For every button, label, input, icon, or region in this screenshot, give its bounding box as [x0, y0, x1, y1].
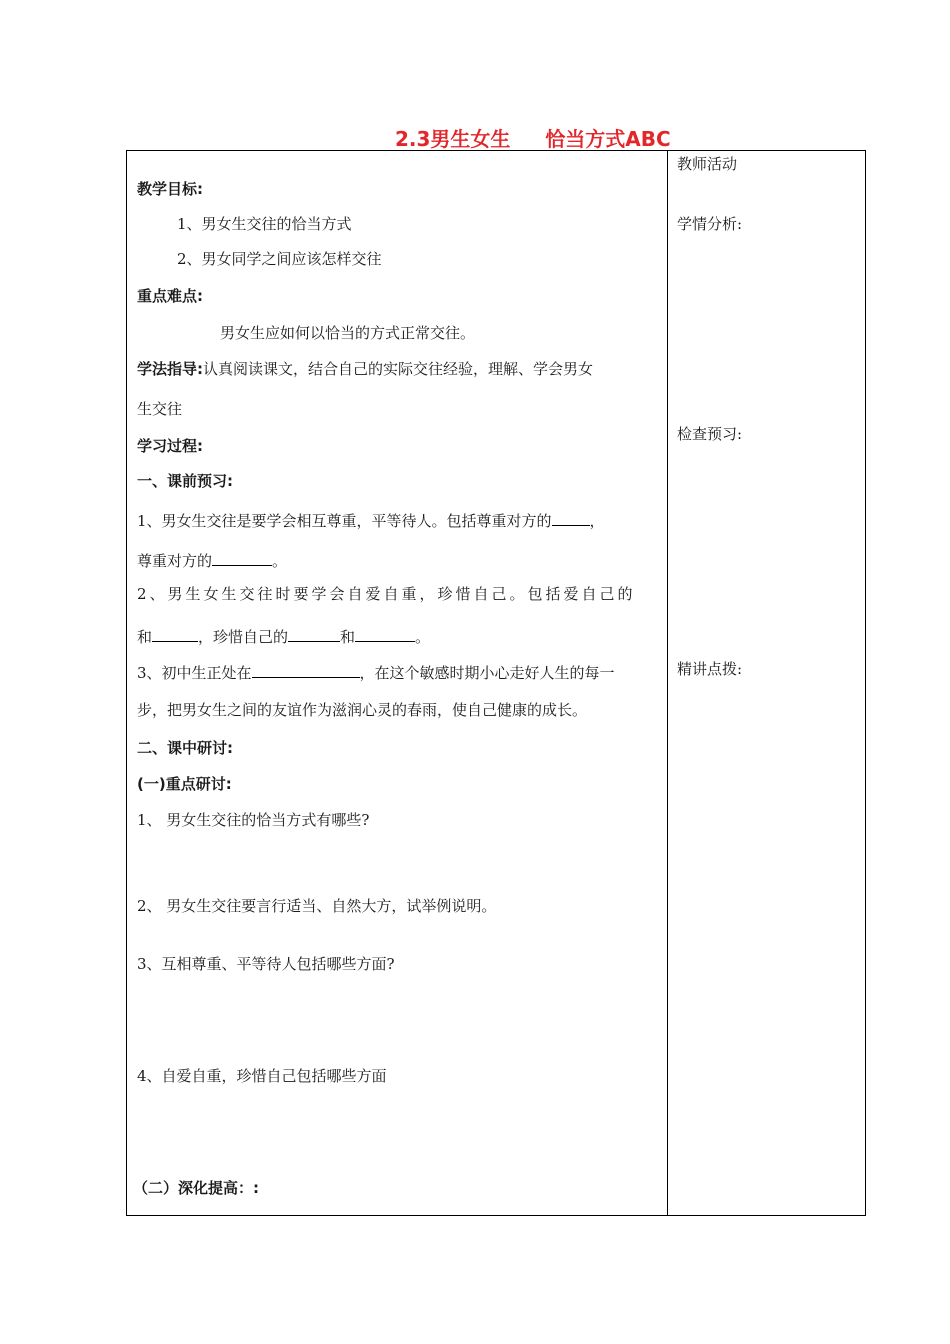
discussion-q1: 1、 男女生交往的恰当方式有哪些?: [137, 811, 370, 829]
key-text: 男女生应如何以恰当的方式正常交往。: [220, 324, 476, 342]
preview-q3-line-2: 步，把男女生之间的友谊作为滋润心灵的春雨，使自己健康的成长。: [137, 701, 588, 719]
method-text-2: 生交往: [137, 400, 183, 418]
fill-blank: [552, 511, 590, 526]
preview-q3-text: 3、初中生正处在: [137, 664, 252, 682]
fill-blank: [252, 663, 360, 678]
preview-q2-line-1: 2、男生女生交往时要学会自爱自重，珍惜自己。包括爱自己的: [137, 585, 636, 603]
deep-heading: （二）深化提高：:: [133, 1179, 259, 1197]
discussion-q3: 3、互相尊重、平等待人包括哪些方面?: [137, 955, 395, 973]
preview-q1-text-2: 尊重对方的: [137, 552, 213, 570]
preview-q1-line-1: [137, 511, 605, 529]
fill-blank: [288, 627, 340, 642]
fill-blank: [212, 551, 272, 566]
goal-heading: 教学目标:: [137, 180, 203, 198]
goal-item-2: 2、男女同学之间应该怎样交往: [177, 250, 382, 268]
preview-q2-line-2: [137, 627, 430, 645]
method-label: 学法指导:: [137, 360, 203, 378]
discussion-q2: 2、 男女生交往要言行适当、自然大方，试举例说明。: [137, 897, 497, 915]
method-line: [137, 362, 593, 377]
page-title: 2.3男生女生 恰当方式ABC: [395, 127, 671, 151]
preview-q1-line-2: [137, 551, 287, 569]
preview-q2-text: 和: [137, 628, 153, 646]
key-heading: 重点难点:: [137, 287, 203, 305]
column-divider: [667, 151, 668, 1215]
preview-q2-text: 和: [340, 628, 356, 646]
teacher-activity-label: 教师活动: [677, 155, 738, 173]
analysis-label: 学情分析:: [677, 215, 743, 233]
discussion-q4: 4、自爱自重，珍惜自己包括哪些方面: [137, 1067, 387, 1085]
preview-q2-text: ，珍惜自己的: [198, 628, 289, 646]
focus-heading: (一)重点研讨:: [137, 775, 232, 793]
preview-heading: 一、课前预习:: [137, 472, 233, 490]
preview-q3-text: ，在这个敏感时期小心走好人生的每一: [359, 664, 615, 682]
preview-q3-line-1: [137, 663, 615, 681]
punct: ，: [589, 512, 605, 530]
check-preview-label: 检查预习:: [677, 425, 743, 443]
punct: 。: [415, 628, 431, 646]
class-heading: 二、课中研讨:: [137, 739, 233, 757]
lesson-table: [126, 150, 866, 1216]
explain-label: 精讲点拨:: [677, 660, 743, 678]
preview-q1-text: 1、男女生交往是要学会相互尊重，平等待人。包括尊重对方的: [137, 512, 552, 530]
goal-item-1: 1、男女生交往的恰当方式: [177, 215, 352, 233]
fill-blank: [355, 627, 415, 642]
process-heading: 学习过程:: [137, 437, 203, 455]
method-text: 认真阅读课文，结合自己的实际交往经验，理解、学会男女: [203, 360, 594, 378]
fill-blank: [152, 627, 198, 642]
punct: 。: [272, 552, 288, 570]
